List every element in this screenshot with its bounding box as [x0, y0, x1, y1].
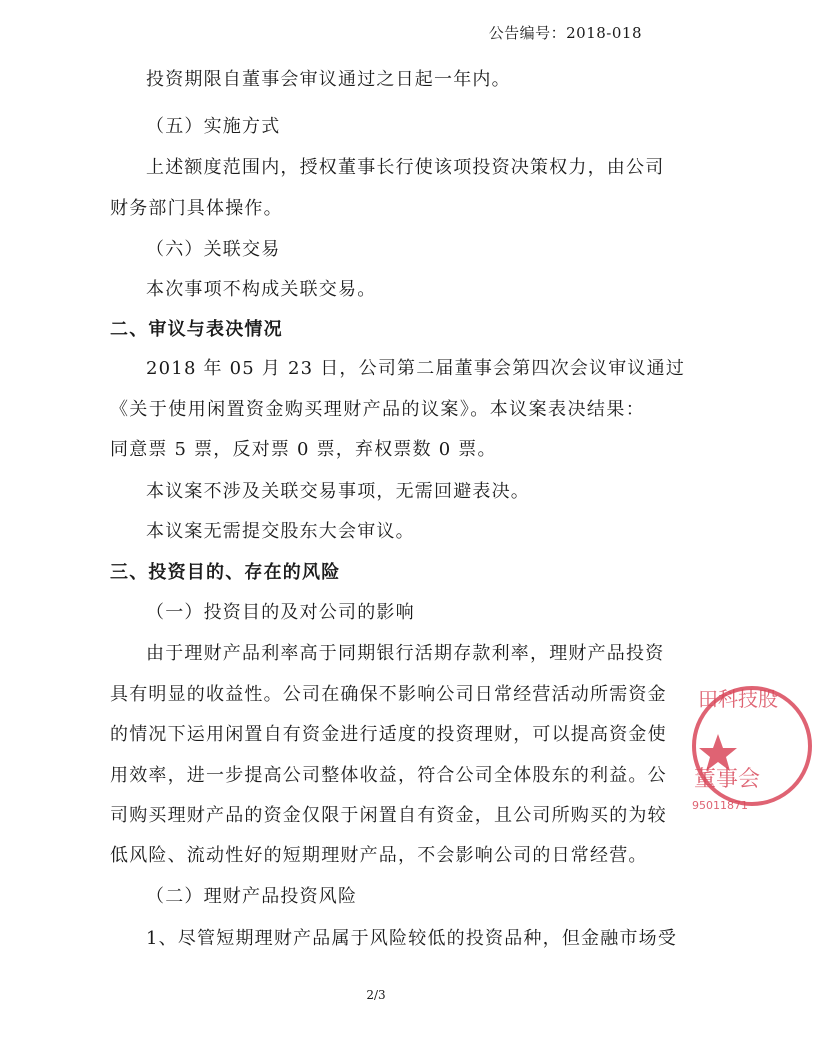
section-heading-review: 二、审议与表决情况: [110, 319, 283, 340]
seal-text-bottom: 董事会: [694, 767, 761, 792]
text-line-investment-period: 投资期限自董事会审议通过之日起一年内。: [146, 69, 511, 90]
text-line-vote-result: 同意票 5 票，反对票 0 票，弃权票数 0 票。: [110, 439, 497, 460]
paragraph-line-5: 司购买理财产品的资金仅限于闲置自有资金，且公司所购买的为较: [110, 805, 667, 826]
text-line-no-shareholder-meeting: 本议案无需提交股东大会审议。: [146, 521, 415, 542]
paragraph-line-1: 由于理财产品利率高于同期银行活期存款利率，理财产品投资: [146, 643, 665, 664]
subheading-purpose: （一）投资目的及对公司的影响: [146, 602, 415, 623]
announcement-number: 公告编号：2018-018: [488, 24, 642, 42]
text-line-proposal: 《关于使用闲置资金购买理财产品的议案》。本议案表决结果：: [110, 399, 645, 420]
text-line-authorization-1: 上述额度范围内，授权董事长行使该项投资决策权力，由公司: [146, 157, 665, 178]
subheading-implementation: （五）实施方式: [146, 116, 281, 137]
seal-number: 95011871: [692, 799, 748, 812]
section-heading-purpose-risk: 三、投资目的、存在的风险: [110, 562, 341, 583]
text-line-meeting-date: 2018 年 05 月 23 日，公司第二届董事会第四次会议审议通过: [146, 358, 686, 379]
text-line-no-recusal: 本议案不涉及关联交易事项，无需回避表决。: [146, 481, 530, 502]
seal-text-top: 田科技股: [698, 687, 778, 711]
paragraph-line-4: 用效率，进一步提高公司整体收益，符合公司全体股东的利益。公: [110, 765, 667, 786]
company-seal-stamp: [690, 676, 820, 816]
text-line-risk-1: 1、尽管短期理财产品属于风险较低的投资品种，但金融市场受: [146, 928, 678, 949]
text-line-no-related-transaction: 本次事项不构成关联交易。: [146, 279, 377, 300]
paragraph-line-2: 具有明显的收益性。公司在确保不影响公司日常经营活动所需资金: [110, 684, 667, 705]
paragraph-line-6: 低风险、流动性好的短期理财产品，不会影响公司的日常经营。: [110, 845, 648, 866]
subheading-investment-risk: （二）理财产品投资风险: [146, 886, 358, 907]
paragraph-line-3: 的情况下运用闲置自有资金进行适度的投资理财，可以提高资金使: [110, 724, 667, 745]
page-number: 2/3: [366, 988, 386, 1002]
text-line-authorization-2: 财务部门具体操作。: [110, 198, 283, 219]
subheading-related-transaction: （六）关联交易: [146, 239, 281, 260]
